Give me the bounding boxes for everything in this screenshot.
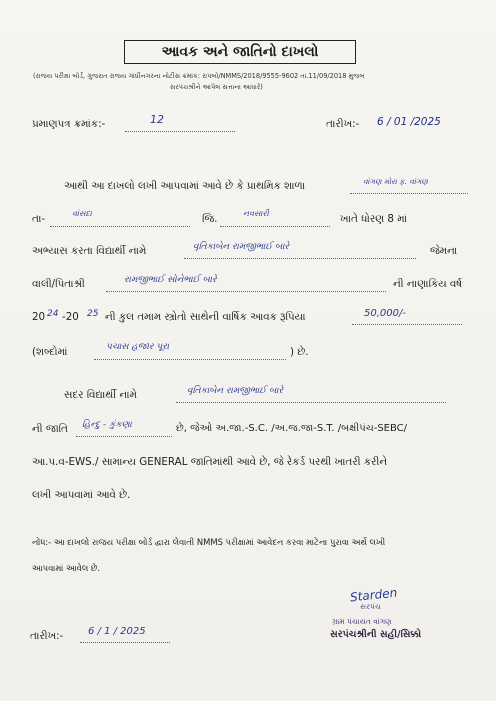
para2-line2-a: ની જાતિ <box>32 423 68 435</box>
year-mid: -20 <box>62 311 79 323</box>
para1-line1: આથી આ દાખલો લખી આપવામાં આવે છે કે પ્રાથમિક શાળા <box>64 180 306 192</box>
para2-line4: લખી આપવામાં આવે છે. <box>32 489 131 501</box>
date-value: 6 / 01 /2025 <box>377 116 441 128</box>
words-value: પચાસ હજાર પૂરા <box>106 342 170 352</box>
note-line-2: આપવામાં આવેલ છે. <box>32 563 100 573</box>
signature: Starden <box>349 585 398 605</box>
caste-value: હિન્દુ - કુંકણા <box>82 420 132 430</box>
para1-line5-b: ની કુલ તમામ સ્ત્રોતો સાથેની વાર્ષિક આવક રૂપિયા <box>105 311 306 323</box>
ji-label: જિ. <box>202 213 218 225</box>
para2-student-name: વૃતિકાબેન રામજીભાઈ બારે <box>187 386 284 396</box>
cert-no-value: 12 <box>150 113 164 126</box>
para2-line2-b: છે, જેઓ અ.જા.-S.C. /અ.જ.જા-S.T. /બક્ષીપંચ-SEBC/ <box>176 423 408 434</box>
subtitle-line-2: સરપંચશ્રીને આપેલ સત્તાના આધારે) <box>170 83 263 91</box>
year-prefix: 20 <box>32 311 46 323</box>
guardian-name: રામજીભાઈ સોનેભાઈ બારે <box>124 275 217 285</box>
para1-line4-b: ની નાણાકિય વર્ષ <box>393 278 463 290</box>
date-label: તારીખ:- <box>326 118 360 130</box>
ta-value: વાંસદા <box>72 209 92 218</box>
std-text: ખાતે ધોરણ 8 માં <box>340 213 408 225</box>
subtitle-line-1: (રાજય પરીક્ષા બોર્ડ, ગુજરાત રાજય ગાંધીનગરના નોટીસ ક્રમાંક: રાપબો/NMMS/2018/9555-9602 તા.11/09/2018 મુજબ <box>33 72 365 80</box>
bottom-date-label: તારીખ:- <box>30 630 64 642</box>
para1-line3-a: અભ્યાસ કરતા વિદ્યાર્થી નામે <box>32 245 147 257</box>
ta-label: તા- <box>32 213 46 225</box>
cert-no-label: પ્રમાણપત્ર ક્રમાંક:- <box>32 118 106 130</box>
words-open: (શબ્દોમાં <box>32 346 68 358</box>
year-from: 24 <box>47 309 59 319</box>
para1-line4-a: વાલી/પિતાશ્રી <box>32 278 85 290</box>
bottom-date-value: 6 / 1 / 2025 <box>88 626 146 637</box>
words-close: ) છે. <box>290 346 309 358</box>
stamp-line-2: ગ્રામ પંચાયત વાંગણ <box>332 617 392 626</box>
stamp-line-1: સરપંચ <box>360 602 381 611</box>
year-to: 25 <box>87 309 99 319</box>
ji-value: નવસારી <box>243 209 269 218</box>
student-name: વૃતિકાબેન રામજીભાઈ બારે <box>193 242 290 252</box>
para1-line3-b: જેમના <box>430 245 458 257</box>
para2-line3: આ.પ.વ-EWS./ સામાન્ય GENERAL જાતિમાંથી આવે છે, જે રેકર્ડ પરથી ખાતરી કરીને <box>32 456 387 468</box>
para2-line1-a: સદર વિદ્યાર્થી નામે <box>64 389 137 401</box>
school-value: વાંગણ મોરા ફ. વાંગણ <box>363 177 428 186</box>
page-title: આવક અને જાતિનો દાખલો <box>124 40 356 64</box>
sarpanch-label: સરપંચશ્રીની સહી/સિક્કો <box>330 629 422 640</box>
income-value: 50,000/- <box>364 308 406 319</box>
note-line-1: નોંધ:- આ દાખલો રાજય પરીક્ષા બોર્ડ દ્વારા લેવાતી NMMS પરીક્ષામાં આવેદન કરવા માટેના પુરાવા અર્થે લખી <box>32 537 386 547</box>
